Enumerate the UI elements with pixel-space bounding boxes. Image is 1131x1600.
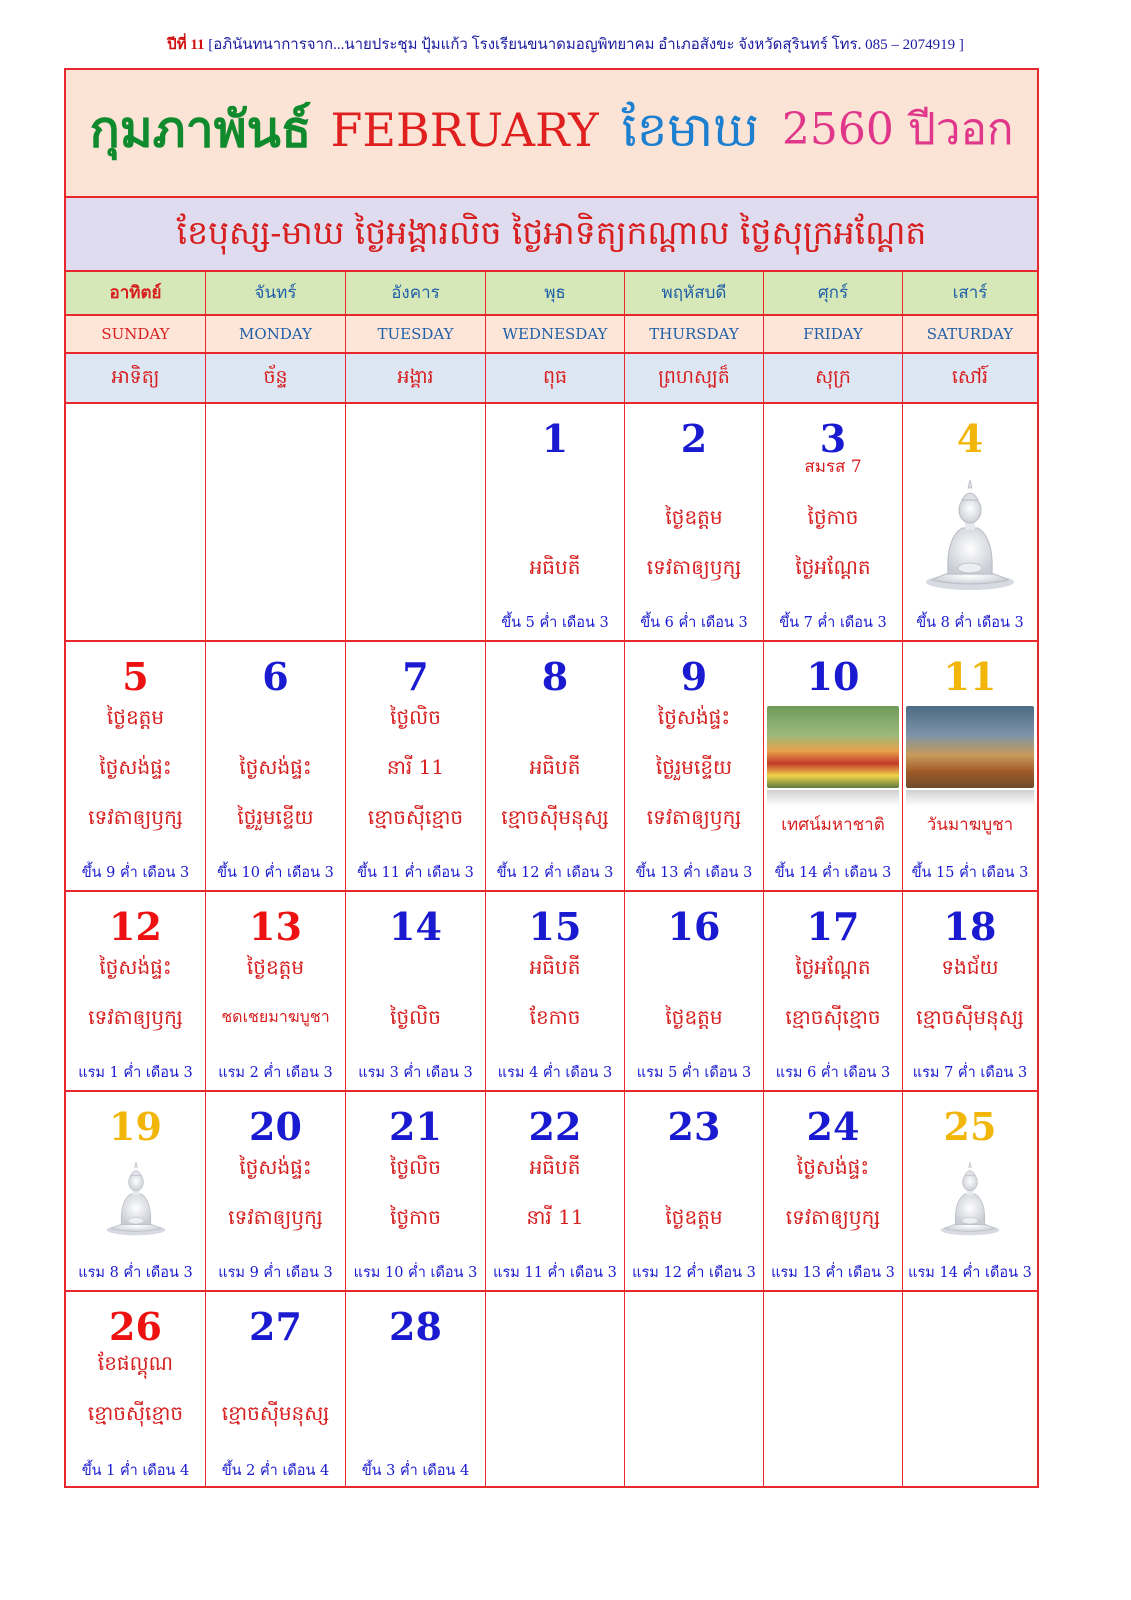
weekday-khmer-sunday: អាទិត្យ <box>66 354 206 402</box>
buddha-image <box>104 1158 168 1242</box>
lunar-date: แรม 13 ค่ำ เดือน 3 <box>771 1265 895 1281</box>
day-number: 5 <box>122 654 149 699</box>
title-year: 2560 ปีวอก <box>781 103 1014 155</box>
day-cell <box>486 892 625 1092</box>
day-cell <box>66 892 206 1092</box>
day-number: 26 <box>109 1304 162 1349</box>
photo-caption: วันมาฆบูชา <box>926 815 1014 835</box>
day-cell <box>346 1292 486 1488</box>
event-text: ថ្ងៃលិច <box>390 1005 441 1029</box>
event-text: ទេវតាឲ្យឫក្ស <box>88 805 183 829</box>
event-text: ខ្មោចស៊ីមនុស្ស <box>221 1401 330 1425</box>
buddha-image <box>922 476 1018 596</box>
event-text: អធិបតី <box>529 955 581 979</box>
day-cell <box>903 892 1037 1092</box>
lunar-date: แรม 3 ค่ำ เดือน 3 <box>358 1065 473 1081</box>
day-number: 16 <box>667 904 721 949</box>
day-cell <box>66 1092 206 1292</box>
event-text: ទេវតាឲ្យឫក្ស <box>646 805 742 829</box>
weekday-english-monday: MONDAY <box>206 316 346 352</box>
day-cell <box>486 1092 625 1292</box>
day-cell <box>486 404 625 642</box>
day-number: 12 <box>109 904 162 949</box>
lunar-date: แรม 9 ค่ำ เดือน 3 <box>218 1265 333 1281</box>
weekday-thai-monday: จันทร์ <box>206 272 346 314</box>
header-credit-text: [อภินันทนาการจาก...นายประชุม ปุ้มแก้ว โรงเรียนขนาดมอญพิทยาคม อำเภอสังขะ จังหวัดสุรินทร์ โทร. 085 – 2074919 ] <box>208 37 964 53</box>
day-cell <box>764 642 903 892</box>
event-text: ชดเชยมาฆบูชา <box>221 1007 330 1026</box>
event-text: ថ្ងៃកាច <box>807 505 859 529</box>
event-text: สมรส 7 <box>804 457 862 477</box>
day-number: 9 <box>680 654 708 699</box>
festival-photo <box>906 706 1034 788</box>
lunar-date: ขึ้น 11 ค่ำ เดือน 3 <box>357 865 474 881</box>
weekday-row-thai <box>66 272 1037 316</box>
day-cell <box>764 1092 903 1292</box>
lunar-date: แรม 8 ค่ำ เดือน 3 <box>78 1265 193 1281</box>
lunar-date: ขึ้น 1 ค่ำ เดือน 4 <box>81 1463 190 1479</box>
day-number: 7 <box>402 654 429 699</box>
lunar-date: ขึ้น 12 ค่ำ เดือน 3 <box>496 865 614 881</box>
title-english-month: FEBRUARY <box>330 102 599 157</box>
day-cell <box>206 1292 346 1488</box>
day-number: 21 <box>389 1104 442 1149</box>
event-text: ថ្ងៃសង់ផ្ទះ <box>239 1155 312 1179</box>
lunar-date: ขึ้น 13 ค่ำ เดือน 3 <box>635 865 753 881</box>
day-number: 14 <box>389 904 442 949</box>
lunar-date: แรม 2 ค่ำ เดือน 3 <box>218 1065 333 1081</box>
lunar-date: ขึ้น 14 ค่ำ เดือน 3 <box>774 865 892 881</box>
event-text: ថ្ងៃសង់ផ្ទះ <box>99 755 172 779</box>
calendar-title-band <box>66 70 1037 198</box>
header-credit-line <box>0 32 1131 56</box>
lunar-date: ขึ้น 10 ค่ำ เดือน 3 <box>217 865 334 881</box>
weekday-row-english <box>66 316 1037 354</box>
weekday-english-friday: FRIDAY <box>764 316 903 352</box>
lunar-date: แรม 7 ค่ำ เดือน 3 <box>912 1065 1028 1081</box>
event-text: ថ្ងៃរួមខ្ទើយ <box>237 805 314 829</box>
lunar-date: แรม 1 ค่ำ เดือน 3 <box>78 1065 193 1081</box>
weekday-thai-tuesday: อังคาร <box>346 272 486 314</box>
day-number: 15 <box>528 904 582 949</box>
event-text: ថ្ងៃសង់ផ្ទះ <box>99 955 172 979</box>
event-text: ថ្ងៃកាច <box>390 1205 441 1229</box>
weekday-khmer-thursday: ព្រហស្បត៏ <box>625 354 764 402</box>
day-cell <box>625 1092 764 1292</box>
festival-photo <box>767 706 899 788</box>
day-number: 19 <box>109 1104 162 1149</box>
day-number: 10 <box>806 654 860 699</box>
day-number: 23 <box>667 1104 721 1149</box>
lunar-date: ขึ้น 2 ค่ำ เดือน 4 <box>221 1463 330 1479</box>
lunar-date: แรม 4 ค่ำ เดือน 3 <box>497 1065 613 1081</box>
weekday-english-sunday: SUNDAY <box>66 316 206 352</box>
lunar-date: ขึ้น 5 ค่ำ เดือน 3 <box>501 615 609 631</box>
event-text: ថ្ងៃអណ្តែត <box>795 955 871 979</box>
weekday-khmer-saturday: សៅរ៍ <box>951 366 989 388</box>
buddha-image <box>938 1158 1002 1242</box>
day-number: 3 <box>819 416 847 461</box>
header-year-label: ปีที่ 11 <box>167 37 205 53</box>
lunar-date: ขึ้น 7 ค่ำ เดือน 3 <box>779 615 887 631</box>
event-text: ថ្ងៃឧត្តម <box>246 955 305 979</box>
empty-cell <box>903 1292 1037 1488</box>
lunar-date: ขึ้น 15 ค่ำ เดือน 3 <box>911 865 1029 881</box>
title-khmer-month: ខែមាឃ <box>621 101 759 158</box>
day-number: 8 <box>541 654 569 699</box>
day-cell <box>764 892 903 1092</box>
empty-cell <box>346 404 486 642</box>
day-number: 11 <box>943 654 997 699</box>
lunar-date: ขึ้น 3 ค่ำ เดือน 4 <box>361 1463 470 1479</box>
calendar-subtitle: ខែបុស្ស-មាឃ ថ្ងៃអង្គារលិច ថ្ងៃអាទិត្យកណ្តាល ថ្ងៃសុក្រអណ្តែត <box>66 198 1037 272</box>
event-text: ទងជ័យ <box>941 955 999 979</box>
event-text: ថ្ងៃលិច <box>390 705 441 729</box>
photo-caption: เทศน์มหาชาติ <box>781 815 885 835</box>
weekday-english-tuesday: TUESDAY <box>346 316 486 352</box>
day-cell <box>903 642 1037 892</box>
event-text: ថ្ងៃអណ្តែត <box>795 555 871 579</box>
day-cell <box>206 642 346 892</box>
day-number: 24 <box>806 1104 860 1149</box>
weekday-khmer-friday: សុក្រ <box>764 354 903 402</box>
event-text: ថ្ងៃឧត្តម <box>106 705 165 729</box>
lunar-date: แรม 6 ค่ำ เดือน 3 <box>775 1065 891 1081</box>
event-text: ខ្មោចស៊ីខ្មោច <box>87 1401 184 1425</box>
weekday-khmer-tuesday: អង្គារ <box>346 354 486 402</box>
event-text: ទេវតាឲ្យឫក្ស <box>646 555 742 579</box>
lunar-date: ขึ้น 8 ค่ำ เดือน 3 <box>916 615 1024 631</box>
event-text: ថ្ងៃឧត្តម <box>665 1205 723 1229</box>
lunar-date: แรม 14 ค่ำ เดือน 3 <box>908 1265 1032 1281</box>
day-number: 20 <box>249 1104 302 1149</box>
lunar-date: แรม 10 ค่ำ เดือน 3 <box>353 1265 478 1281</box>
event-text: ថ្ងៃសង់ផ្ទះ <box>239 755 312 779</box>
lunar-date: แรม 11 ค่ำ เดือน 3 <box>493 1265 617 1281</box>
day-cell <box>903 404 1037 642</box>
event-text: ខែកាច <box>529 1005 581 1029</box>
event-text: អធិបតី <box>529 755 581 779</box>
empty-cell <box>206 404 346 642</box>
event-text: ថ្ងៃលិច <box>390 1155 441 1179</box>
event-text: ថ្ងៃឧត្តម <box>665 505 723 529</box>
event-text: ខ្មោចស៊ីខ្មោច <box>785 1005 881 1029</box>
day-cell <box>206 1092 346 1292</box>
weekday-row-khmer <box>66 354 1037 404</box>
event-text: អធិបតី <box>529 1155 581 1179</box>
weekday-thai-thursday: พฤหัสบดี <box>625 272 764 314</box>
day-number: 1 <box>541 416 569 461</box>
day-number: 28 <box>389 1304 442 1349</box>
empty-cell <box>66 404 206 642</box>
weekday-english-thursday: THURSDAY <box>625 316 764 352</box>
day-cell <box>903 1092 1037 1292</box>
weekday-english-wednesday: WEDNESDAY <box>486 316 625 352</box>
event-text: អធិបតី <box>529 555 581 579</box>
event-text: ទេវតាឲ្យឫក្ស <box>228 1205 323 1229</box>
event-text: ថ្ងៃរួមខ្ទើយ <box>655 755 733 779</box>
lunar-date: แรม 5 ค่ำ เดือน 3 <box>636 1065 752 1081</box>
empty-cell <box>625 1292 764 1488</box>
day-cell <box>625 892 764 1092</box>
weekday-thai-saturday: เสาร์ <box>952 283 988 303</box>
day-cell <box>346 642 486 892</box>
event-text: ទេវតាឲ្យឫក្ស <box>88 1005 183 1029</box>
weekday-thai-wednesday: พุธ <box>486 272 625 314</box>
photo-reflection <box>767 790 899 806</box>
event-text: ថ្ងៃឧត្តម <box>665 1005 723 1029</box>
day-number: 2 <box>680 416 708 461</box>
day-cell <box>66 1292 206 1488</box>
calendar <box>64 68 1039 1488</box>
empty-cell <box>764 1292 903 1488</box>
event-text: ខ្មោចស៊ីមនុស្ស <box>501 805 609 829</box>
day-cell <box>625 642 764 892</box>
day-cell <box>346 1092 486 1292</box>
day-number: 17 <box>806 904 860 949</box>
weekday-thai-sunday: อาทิตย์ <box>66 272 206 314</box>
title-thai-month: กุมภาพันธ์ <box>89 99 312 159</box>
weekday-khmer-wednesday: ពុធ <box>486 354 625 402</box>
lunar-date: แรม 12 ค่ำ เดือน 3 <box>632 1265 756 1281</box>
event-text: ខ្មោចស៊ីមនុស្ស <box>916 1005 1024 1029</box>
day-cell <box>66 642 206 892</box>
day-number: 27 <box>249 1304 302 1349</box>
day-number: 6 <box>262 654 289 699</box>
lunar-date: ขึ้น 9 ค่ำ เดือน 3 <box>81 865 190 881</box>
event-text: ថ្ងៃសង់ផ្ទះ <box>796 1155 870 1179</box>
weekday-english-saturday: SATURDAY <box>926 325 1014 343</box>
event-text: ទេវតាឲ្យឫក្ស <box>785 1205 881 1229</box>
day-cell <box>486 642 625 892</box>
event-text: នារី 11 <box>386 755 445 779</box>
day-cell <box>764 404 903 642</box>
day-cell <box>625 404 764 642</box>
weekday-khmer-monday: ច័ន្ទ <box>206 354 346 402</box>
lunar-date: ขึ้น 6 ค่ำ เดือน 3 <box>640 615 748 631</box>
event-text: ថ្ងៃសង់ផ្ទះ <box>657 705 731 729</box>
day-cell <box>206 892 346 1092</box>
day-number: 18 <box>943 904 997 949</box>
event-text: ខ្មោចស៊ីខ្មោច <box>367 805 464 829</box>
day-number: 22 <box>528 1104 582 1149</box>
weekday-thai-friday: ศุกร์ <box>764 272 903 314</box>
day-cell <box>346 892 486 1092</box>
day-grid <box>66 404 1037 1488</box>
day-number: 13 <box>249 904 302 949</box>
photo-reflection <box>906 790 1034 806</box>
event-text: នារី 11 <box>526 1205 584 1229</box>
day-number: 25 <box>943 1104 997 1149</box>
day-number: 4 <box>956 416 984 461</box>
empty-cell <box>486 1292 625 1488</box>
event-text: ខែផល្គុណ <box>97 1351 174 1375</box>
